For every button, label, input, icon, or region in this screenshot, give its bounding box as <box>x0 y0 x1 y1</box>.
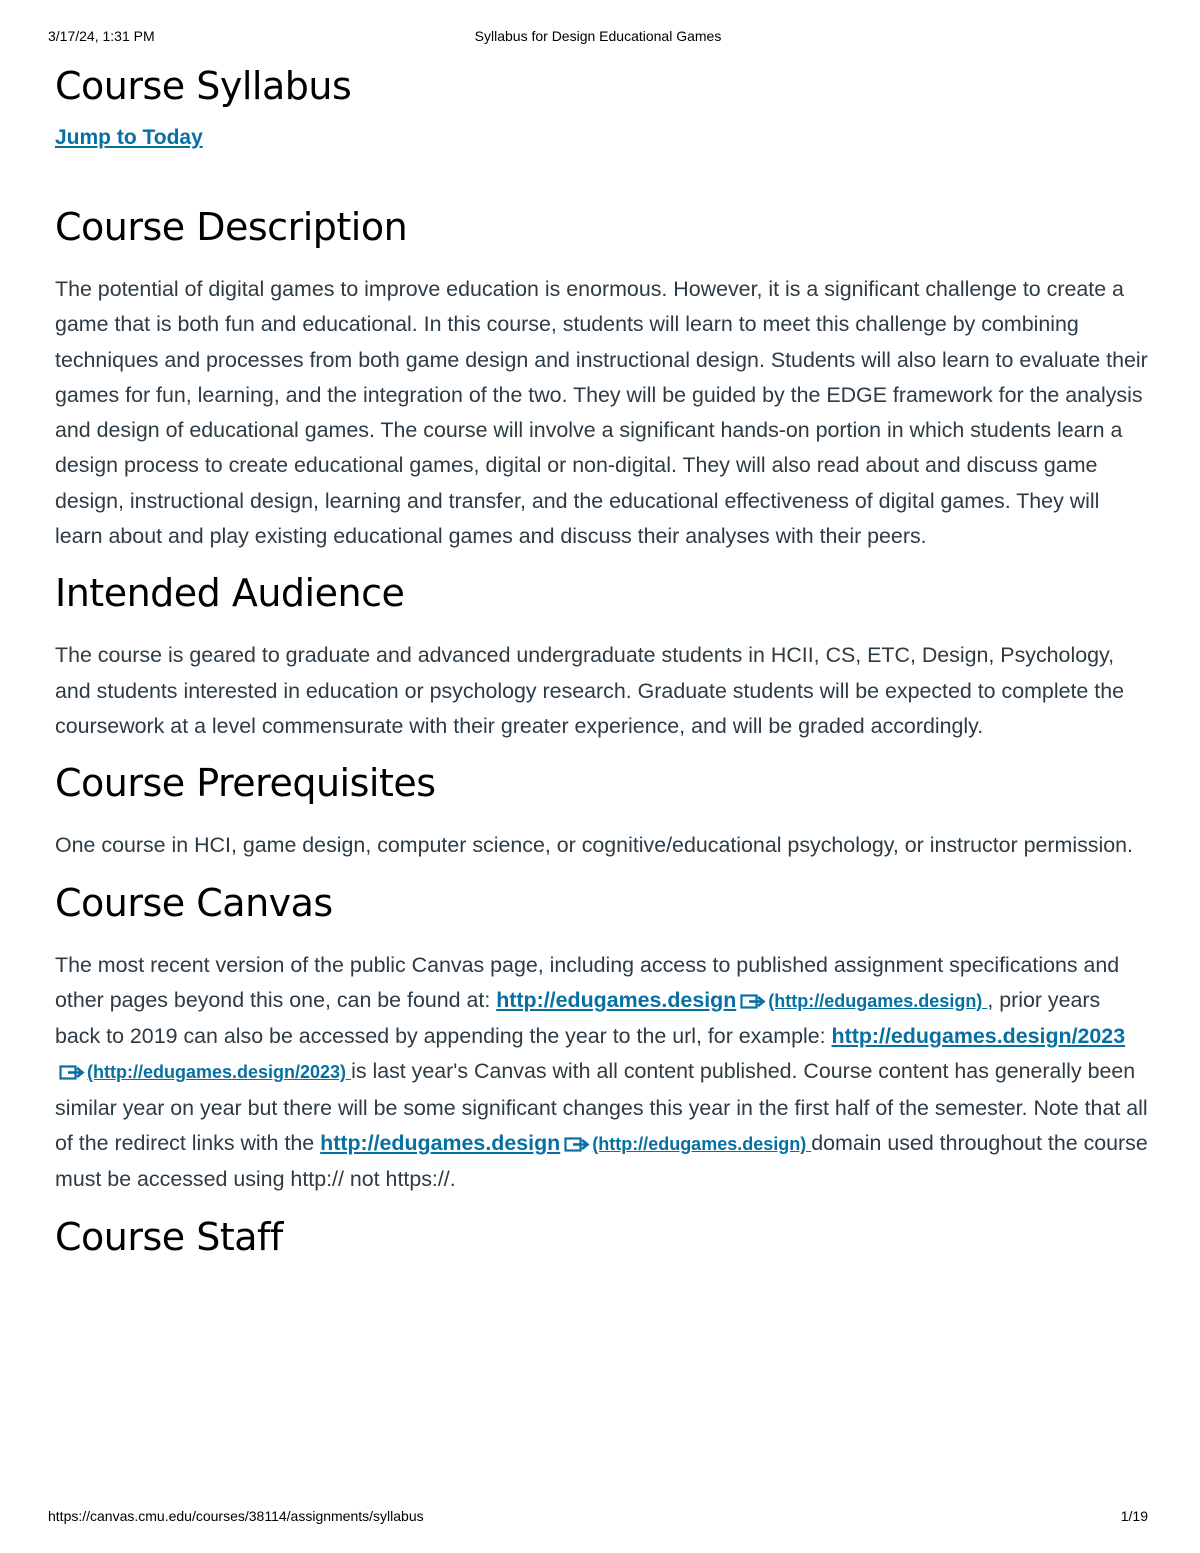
edugames-domain-link-url[interactable]: (http://edugames.design) <box>592 1134 812 1155</box>
canvas-text-4: domain used throughout the course must be accessed using http:// not https://. <box>55 1131 1148 1192</box>
jump-to-today-link[interactable]: Jump to Today <box>55 126 203 149</box>
course-prerequisites-text: One course in HCI, game design, computer science, or cognitive/educational psychology, or instructor permission. <box>55 833 1133 858</box>
print-document-title: Syllabus for Design Educational Games <box>474 28 722 44</box>
edugames-2023-link-url[interactable]: (http://edugames.design/2023) <box>87 1062 352 1083</box>
section-title-intended-audience: Intended Audience <box>55 571 405 616</box>
print-header <box>48 28 1148 48</box>
section-title-course-prerequisites: Course Prerequisites <box>55 761 436 806</box>
section-title-course-canvas: Course Canvas <box>55 880 333 925</box>
course-description-text: The potential of digital games to improve education is enormous. However, it is a significant challenge to create a game that is both fun and educational. In this course, students will learn to meet this challenge by combining techniques and processes from both game design and instructional design. Students will also learn to evaluate their games for fun, learning, and the integration of the two. They will be guided by the EDGE framework for the analysis and design of educational games. The course will involve a significant hands-on portion in which students learn a design process to create educational games, digital or non-digital. They will also read about and discuss game design, instructional design, learning and transfer, and the educational effectiveness of digital games. They will learn about and play existing educational games and discuss their analyses with their peers. <box>55 277 1148 549</box>
print-datetime: 3/17/24, 1:31 PM <box>48 28 155 44</box>
section-title-course-staff: Course Staff <box>55 1214 283 1259</box>
print-page-url: https://canvas.cmu.edu/courses/38114/assignments/syllabus <box>48 1508 424 1524</box>
edugames-2023-link[interactable]: http://edugames.design/2023 <box>831 1024 1126 1049</box>
edugames-domain-link[interactable]: http://edugames.design <box>320 1131 561 1156</box>
external-link-icon <box>740 992 766 1010</box>
print-page-number: 1/19 <box>1120 1508 1148 1524</box>
external-link-icon <box>59 1063 85 1081</box>
canvas-text-3: is last year's Canvas with all content published. Course content has generally been similar year on year but there will be some significant changes this year in the first half of the semester. Note that all of the redirect links with the <box>55 1059 1148 1156</box>
intended-audience-text: The course is geared to graduate and advanced undergraduate students in HCII, CS, ETC, Design, Psychology, and students interested in education or psychology research. Graduate students will be expected to complete the coursework at a level commensurate with their greater experience, and will be graded accordingly. <box>55 643 1124 738</box>
canvas-text-1: The most recent version of the public Canvas page, including access to published assignment specifications and other pages beyond this one, can be found at: <box>55 952 1120 1012</box>
canvas-text-2: , prior years back to 2019 can also be accessed by appending the year to the url, for example: <box>55 987 1101 1049</box>
print-footer <box>48 1508 1148 1528</box>
course-canvas-text <box>55 948 1150 1198</box>
external-link-icon <box>564 1135 590 1153</box>
edugames-link[interactable]: http://edugames.design <box>496 987 737 1012</box>
page-title: Course Syllabus <box>55 64 352 108</box>
syllabus-content <box>55 60 1150 1262</box>
edugames-link-url[interactable]: (http://edugames.design) <box>768 990 988 1011</box>
section-title-course-description: Course Description <box>55 205 408 249</box>
